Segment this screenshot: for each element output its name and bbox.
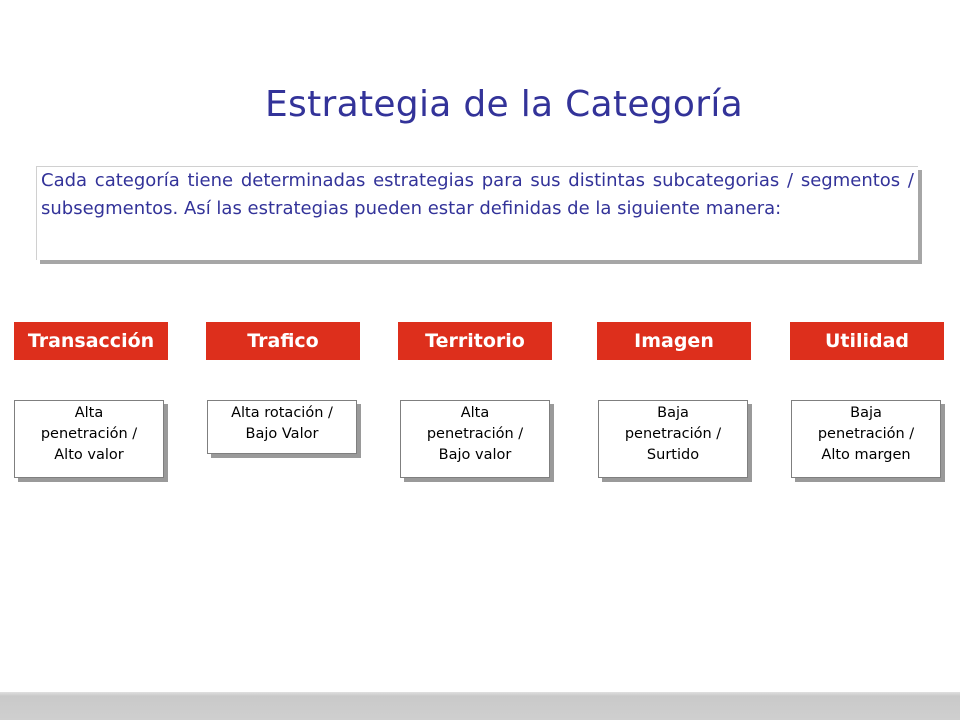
- strategy-card-imagen: [598, 400, 748, 478]
- card-line: Alto valor: [54, 447, 124, 463]
- footer-bar: [0, 692, 960, 720]
- strategy-header-territorio: Territorio: [398, 322, 552, 360]
- card-line: Alta rotación /: [231, 405, 333, 421]
- intro-text-box: Cada categoría tiene determinadas estrategias para sus distintas subcategorias / segmentos / subsegmentos. Así las estrategias pueden estar definidas de la siguiente manera:: [36, 166, 918, 260]
- card-line: Alta: [74, 405, 104, 421]
- card-line: Alta: [460, 405, 490, 421]
- card-line: penetración /: [426, 426, 524, 442]
- card-line: Surtido: [646, 447, 700, 463]
- card-line: penetración /: [624, 426, 722, 442]
- card-line: penetración /: [40, 426, 138, 442]
- card-line: penetración /: [817, 426, 915, 442]
- card-line: Bajo Valor: [245, 426, 319, 442]
- strategy-card-trafico: [207, 400, 357, 454]
- card-line: Bajo valor: [438, 447, 512, 463]
- strategy-card-utilidad: [791, 400, 941, 478]
- strategy-card-territorio: [400, 400, 550, 478]
- strategy-card-transaccion: [14, 400, 164, 478]
- strategy-header-transaccion: Transacción: [14, 322, 168, 360]
- card-line: Baja: [850, 405, 882, 421]
- page-title: Estrategia de la Categoría: [264, 84, 744, 125]
- card-line: Baja: [657, 405, 689, 421]
- strategy-header-trafico: Trafico: [206, 322, 360, 360]
- card-line: Alto margen: [821, 447, 911, 463]
- strategy-header-utilidad: Utilidad: [790, 322, 944, 360]
- strategy-header-imagen: Imagen: [597, 322, 751, 360]
